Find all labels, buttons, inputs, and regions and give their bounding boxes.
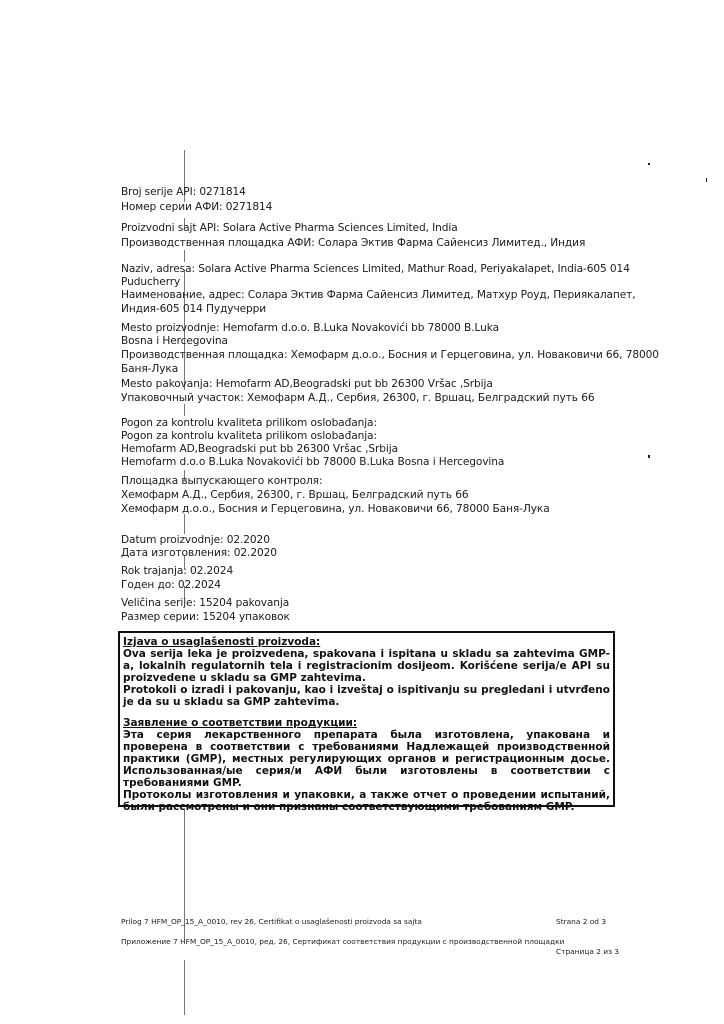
packaging-place-block [121, 378, 595, 404]
qc-lat-line2: Pogon za kontrolu kvaliteta prilikom oslobađanja: [121, 430, 377, 442]
batch-size-cyr: Размер серии: 15204 упаковок [121, 611, 290, 623]
mfg-place-lat-line2: Bosna i Hercegovina [121, 335, 228, 347]
footer-cyr: Приложение 7 HFM_OP_15_A_0010, ред. 26, Сертификат соответствия продукции с производственной площадки [121, 937, 565, 946]
pack-place-cyr: Упаковочный участок: Хемофарм А.Д., Сербия, 26300, г. Вршац, Белградский путь 66 [121, 392, 595, 404]
scan-speck [706, 178, 707, 182]
compliance-statement-box [118, 631, 615, 813]
qc-lat-line3: Hemofarm AD,Beogradski put bb 26300 Vršac ,Srbija [121, 443, 398, 455]
api-site-block [121, 222, 585, 249]
compliance-heading-cyr: Заявление о соответствии продукции: [123, 717, 358, 729]
mfg-date-cyr: Дата изготовления: 02.2020 [121, 547, 277, 559]
address-block [121, 263, 636, 315]
qc-cyr-line3: Хемофарм д.о.о., Босния и Герцеговина, ул. Новакoвичи 66, 78000 Баня-Лука [121, 503, 550, 515]
expiry-date-block [121, 565, 233, 591]
address-cyr-line2: Индия-605 014 Пудучерри [121, 303, 267, 315]
manufacturing-place-block [121, 322, 659, 375]
compliance-body-lat-2: Protokoli o izradi i pakovanju, kao i izveštaj o ispitivanju su pregledani i utvrđeno je da su u skladu sa GMP zahtevima. [123, 684, 610, 708]
qc-cyr-line2: Хемофарм А.Д., Сербия, 26300, г. Вршац, Белградский путь 66 [121, 489, 469, 501]
mfg-place-lat-line1: Mesto proizvodnje: Hemofarm d.o.o. B.Luka Novakovići bb 78000 B.Luka [121, 322, 499, 334]
scan-fold-line [184, 960, 185, 1015]
footer-cyr-page-number: Страница 2 из 3 [556, 947, 620, 956]
expiry-lat: Rok trajanja: 02.2024 [121, 565, 234, 577]
scan-fold-line [184, 514, 185, 534]
pack-place-lat: Mesto pakovanja: Hemofarm AD,Beogradski put bb 26300 Vršac ,Srbija [121, 378, 493, 390]
batch-api-lat: Broj serije API: 0271814 [121, 186, 246, 198]
qc-lat-line4: Hemofarm d.o.o B.Luka Novakovići bb 78000 B.Luka Bosna i Hercegovina [121, 456, 505, 468]
quality-control-lat-block [121, 417, 504, 468]
compliance-heading-lat: Izjava o usaglašenosti proizvoda: [123, 636, 321, 648]
quality-control-cyr-block [121, 475, 550, 515]
scan-speck [648, 163, 650, 165]
address-cyr-line1: Наименование, адрес: Солара Эктив Фарма Сайенсиз Лимитед, Матхур Роуд, Периякалапет, [121, 289, 636, 301]
mfg-date-lat: Datum proizvodnje: 02.2020 [121, 534, 270, 546]
compliance-body-lat-1: Ova serija leka je proizvedena, spakovana i ispitana u skladu sa zahtevima GMP-a, lokalnih regulatornih tela i registracionim dosijeom. Korišćene serija/e API su proizvedene u skladu sa GMP zahtevima. [123, 648, 610, 684]
footer-lat-page-number: Strana 2 od 3 [556, 917, 607, 926]
footer-lat: Prilog 7 HFM_OP_15_A_0010, rev 26, Certifikat o usaglašenosti proizvoda sa sajta [121, 917, 422, 926]
mfg-place-cyr-line2: Баня-Лука [121, 363, 179, 375]
batch-api-block [121, 186, 272, 213]
address-lat-line2: Puducherry [121, 276, 181, 288]
qc-cyr-line1: Площадка выпускающего контроля: [121, 475, 323, 487]
address-lat-line1: Naziv, adresa: Solara Active Pharma Sciences Limited, Mathur Road, Periyakalapet, India-605 014 [121, 263, 630, 275]
expiry-cyr: Годен до: 02.2024 [121, 579, 221, 591]
mfg-place-cyr-line1: Производственная площадка: Хемофарм д.о.о., Босния и Герцеговина, ул. Новакoвичи 66, 78000 [121, 349, 659, 361]
scan-fold-line [184, 404, 185, 416]
api-site-cyr: Производственная площадка АФИ: Солара Эктив Фарма Сайенсиз Лимитед., Индия [121, 237, 586, 249]
compliance-body-cyr-1: Эта серия лекарственного препарата была изготовлена, упакована и проверена в соответствии с требованиями Надлежащей производственной практики (GMP), местных регулирующих органов и регистрационным досье. Использованная/ые серия/и АФИ были изготовлены в соответствии с требованиями GMP. [123, 729, 610, 789]
batch-size-lat: Veličina serije: 15204 pakovanja [121, 597, 290, 609]
compliance-body-cyr-2: Протоколы изготовления и упаковки, а также отчет о проведении испытаний, были рассмотрены и они признаны соответствующими требованиям GMP. [123, 789, 610, 813]
manufacture-date-block [121, 534, 277, 559]
api-site-lat: Proizvodni sajt API: Solara Active Pharma Sciences Limited, India [121, 222, 458, 234]
batch-size-block [121, 597, 290, 623]
scan-speck [648, 455, 650, 458]
scan-fold-line [184, 250, 185, 262]
batch-api-cyr: Номер серии АФИ: 0271814 [121, 201, 273, 213]
qc-lat-line1: Pogon za kontrolu kvaliteta prilikom oslobađanja: [121, 417, 377, 429]
